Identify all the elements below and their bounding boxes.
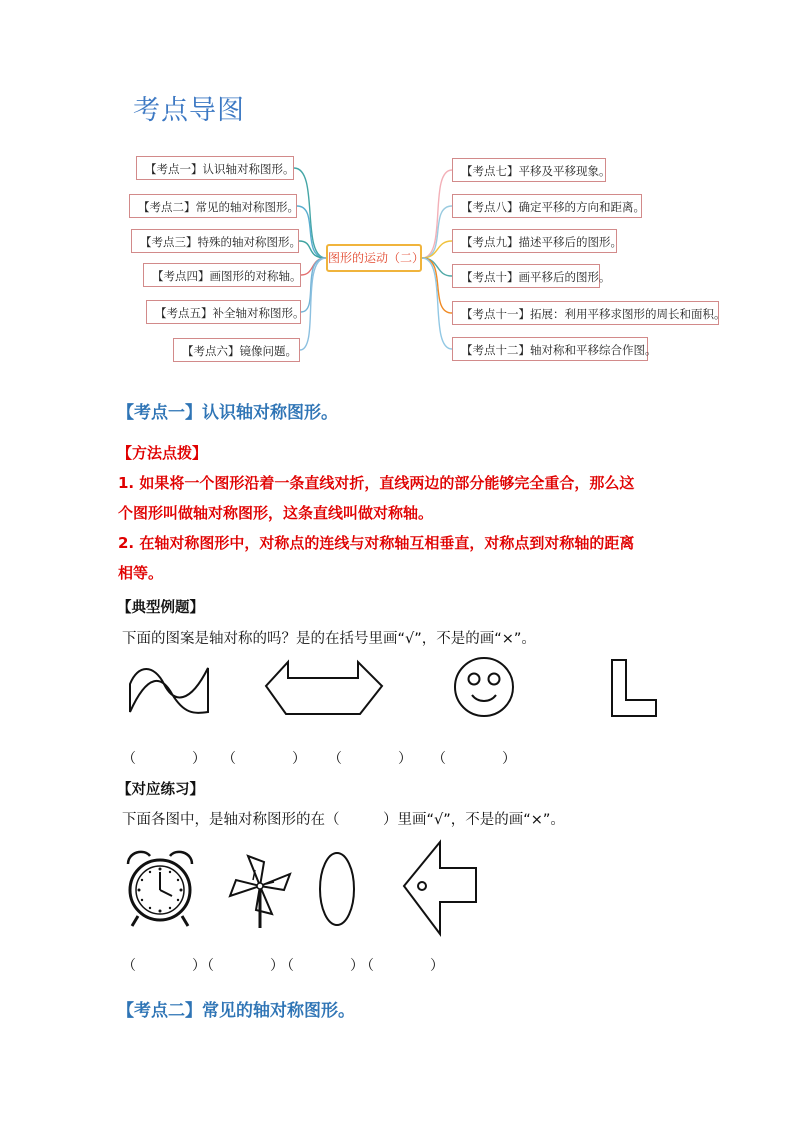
example-heading: 【典型例题】: [117, 600, 204, 616]
example-answer-2[interactable]: （ ）: [222, 751, 306, 767]
method-text: [118, 468, 738, 588]
smiley-face-icon: [452, 655, 516, 719]
connector-right-6: [422, 258, 452, 349]
hexagon-cup-icon: [264, 660, 384, 716]
connector-left-5: [301, 258, 326, 312]
page-title: 考点导图: [133, 95, 245, 126]
mindmap-item-10: 【考点十】画平移后的图形。: [452, 264, 600, 288]
practice-answer-4[interactable]: （ ）: [360, 958, 444, 974]
ellipse-icon: [317, 850, 357, 928]
mindmap-item-9: 【考点九】描述平移后的图形。: [452, 229, 617, 253]
alarm-clock-icon: [122, 848, 198, 928]
method-line-4: 相等。: [118, 564, 164, 582]
mindmap-center: 图形的运动（二）: [326, 244, 422, 272]
mindmap-connectors: [0, 0, 800, 400]
practice-question: 下面各图中，是轴对称图形的在（ ）里画“√”，不是的画“×”。: [122, 812, 565, 828]
mindmap-item-6: 【考点六】镜像问题。: [173, 338, 300, 362]
mindmap-item-2: 【考点二】常见的轴对称图形。: [129, 194, 297, 218]
example-answer-3[interactable]: （ ）: [328, 751, 412, 767]
connector-right-1: [422, 170, 452, 258]
mindmap-item-5: 【考点五】补全轴对称图形。: [146, 300, 301, 324]
practice-answer-2[interactable]: （ ）: [200, 958, 284, 974]
mindmap-item-12: 【考点十二】轴对称和平移综合作图。: [452, 337, 648, 361]
connector-right-3: [422, 241, 452, 258]
mindmap-item-4: 【考点四】画图形的对称轴。: [143, 263, 301, 287]
letter-l-icon: [610, 658, 658, 718]
method-line-2: 个图形叫做轴对称图形，这条直线叫做对称轴。: [118, 504, 434, 522]
method-line-3: 2. 在轴对称图形中，对称点的连线与对称轴互相垂直，对称点到对称轴的距离: [118, 534, 635, 552]
practice-answer-1[interactable]: （ ）: [122, 958, 206, 974]
arrow-fish-icon: [402, 840, 478, 936]
practice-heading: 【对应练习】: [117, 782, 204, 798]
practice-answer-3[interactable]: （ ）: [280, 958, 364, 974]
example-question: 下面的图案是轴对称的吗？是的在括号里画“√”，不是的画“×”。: [122, 631, 536, 647]
section-heading-2: 【考点二】常见的轴对称图形。: [117, 1001, 355, 1021]
method-heading: 【方法点拨】: [117, 444, 208, 462]
section-heading-1: 【考点一】认识轴对称图形。: [117, 403, 338, 423]
connector-right-4: [422, 258, 452, 276]
mindmap-item-8: 【考点八】确定平移的方向和距离。: [452, 194, 642, 218]
mindmap-item-11: 【考点十一】拓展：利用平移求图形的周长和面积。: [452, 301, 719, 325]
mindmap-item-1: 【考点一】认识轴对称图形。: [136, 156, 294, 180]
mindmap-item-3: 【考点三】特殊的轴对称图形。: [131, 229, 299, 253]
example-answer-1[interactable]: （ ）: [122, 751, 206, 767]
wave-shape-icon: [128, 662, 210, 714]
method-line-1: 1. 如果将一个图形沿着一条直线对折，直线两边的部分能够完全重合，那么这: [118, 474, 635, 492]
example-answer-4[interactable]: （ ）: [432, 751, 516, 767]
pinwheel-icon: [228, 852, 294, 928]
mindmap-item-7: 【考点七】平移及平移现象。: [452, 158, 606, 182]
